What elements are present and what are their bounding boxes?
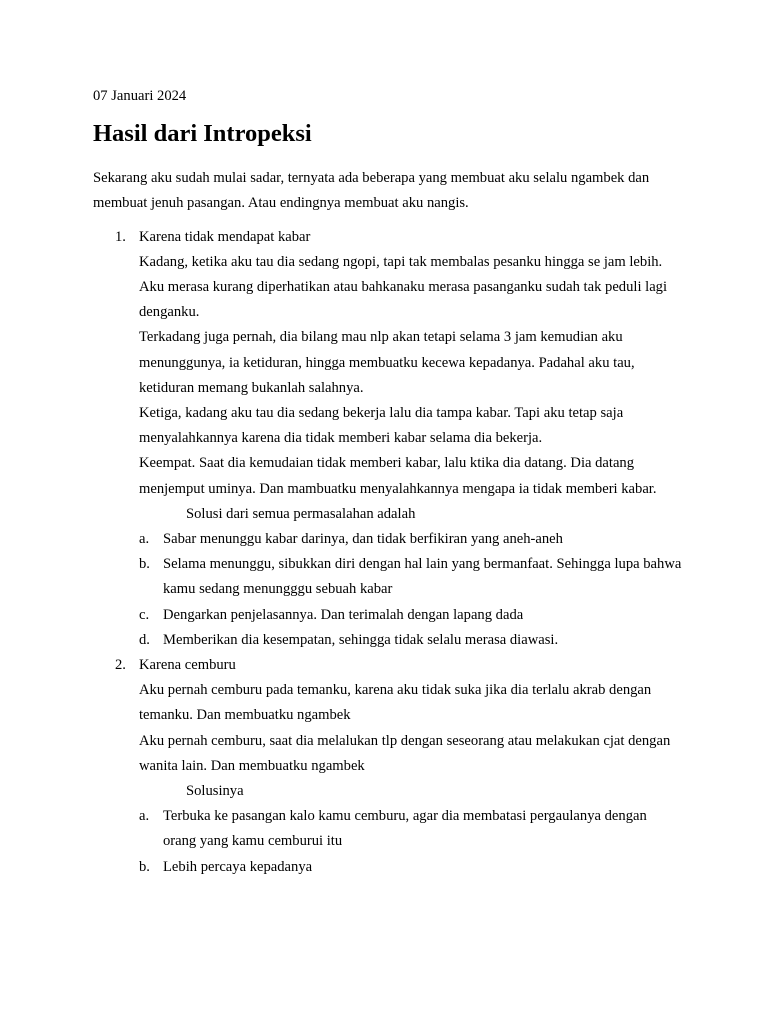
intro-paragraph: Sekarang aku sudah mulai sadar, ternyata ada beberapa yang membuat aku selalu ngambek dan membuat jenuh pasangan. Atau endingnya membuat aku nangis. [93,170,650,212]
solution-item [139,804,683,854]
section-heading: Karena tidak mendapat kabar [139,228,311,245]
section-number: 1. [115,228,126,245]
solution-item-text: Selama menunggu, sibukkan diri dengan hal lain yang bermanfaat. Sehingga lupa bahwa kamu sedang menungggu sebuah kabar [163,556,682,598]
solution-item-text: Dengarkan penjelasannya. Dan terimalah dengan lapang dada [163,606,524,623]
solution-item [139,603,683,628]
section-paragraph: Aku pernah cemburu, saat dia melalukan tlp dengan seseorang atau melakukan cjat dengan wanita lain. Dan membuatku ngambek [139,732,671,774]
solution-item-label: a. [139,808,150,825]
solution-item-label: a. [139,531,150,548]
document-title: Hasil dari Intropeksi [93,120,312,148]
solution-item [139,552,683,602]
section-number: 2. [115,657,126,674]
solution-item-label: c. [139,606,150,623]
solution-item [139,855,683,880]
section-paragraph: Keempat. Saat dia kemudaian tidak memberi kabar, lalu ktika dia datang. Dia datang menjemput uminya. Dan mambuatku menyalahkannya mengapa ia tidak memberi kabar. [139,455,657,497]
solution-label: Solusi dari semua permasalahan adalah [186,505,416,522]
solution-item [139,527,683,552]
section-paragraph: Ketiga, kadang aku tau dia sedang bekerja lalu dia tampa kabar. Tapi aku tetap saja menyalahkannya karena dia tidak memberi kabar selama dia bekerja. [139,405,624,447]
solution-item [139,628,683,653]
solution-item-label: b. [139,858,150,875]
solution-item-text: Sabar menunggu kabar darinya, dan tidak berfikiran yang aneh-aneh [163,531,563,548]
section-paragraph: Terkadang juga pernah, dia bilang mau nlp akan tetapi selama 3 jam kemudian aku menunggunya, ia ketiduran, hingga membuatku kecewa kepadanya. Padahal aku tau, ketiduran memang bukanlah salahnya. [139,329,635,396]
solution-item-text: Memberikan dia kesempatan, sehingga tidak selalu merasa diawasi. [163,631,559,648]
solution-item-text: Lebih percaya kepadanya [163,858,313,875]
solution-label: Solusinya [186,783,244,800]
section-paragraph: Aku pernah cemburu pada temanku, karena aku tidak suka jika dia terlalu akrab dengan temanku. Dan membuatku ngambek [139,682,652,724]
document-body [93,84,683,880]
list-item-section-2 [93,653,683,880]
section-heading: Karena cemburu [139,657,236,674]
solution-item-label: b. [139,556,150,573]
section-paragraph: Kadang, ketika aku tau dia sedang ngopi, tapi tak membalas pesanku hingga se jam lebih. Aku merasa kurang diperhatikan atau bahkanaku merasa pasanganku sudah tak peduli lagi denganku. [139,253,668,321]
document-date: 07 Januari 2024 [93,88,187,104]
solution-item-text: Terbuka ke pasangan kalo kamu cemburu, agar dia membatasi pergaulanya dengan orang yang kamu cemburui itu [163,808,647,850]
solution-item-label: d. [139,631,150,648]
list-item-section-1 [93,225,683,653]
